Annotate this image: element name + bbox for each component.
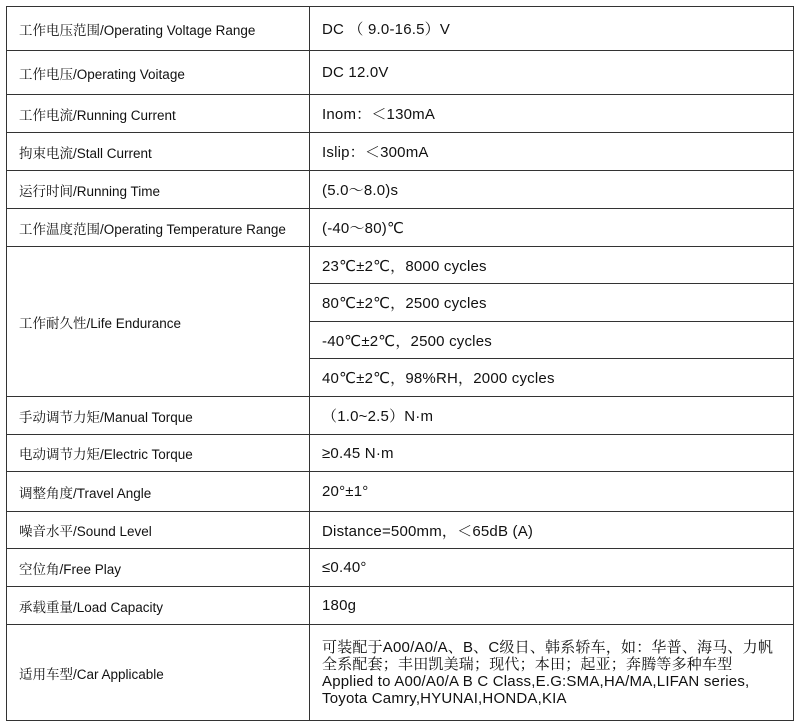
row-value: 23℃±2℃，8000 cycles xyxy=(310,247,794,284)
row-value: DC （ 9.0-16.5）V xyxy=(310,7,794,51)
row-value: 80℃±2℃，2500 cycles xyxy=(310,284,794,322)
row-value xyxy=(310,625,794,721)
table-row xyxy=(7,435,794,472)
row-label: 电动调节力矩/Electric Torque xyxy=(7,435,310,472)
row-value: ≥0.45 N·m xyxy=(310,435,794,472)
row-label: 工作电压/Operating Voitage xyxy=(7,51,310,95)
spec-table xyxy=(6,6,794,721)
car-applicable-line: Toyota Camry,HYUNAI,HONDA,KIA xyxy=(322,689,567,707)
table-row xyxy=(7,7,794,51)
table-row xyxy=(7,95,794,133)
row-value: （1.0~2.5）N·m xyxy=(310,397,794,435)
car-applicable-line: 全系配套；丰田凯美瑞；现代；本田；起亚；奔腾等多种车型 xyxy=(322,655,733,673)
table-row xyxy=(7,549,794,587)
table-row xyxy=(7,209,794,247)
row-label: 工作电流/Running Current xyxy=(7,95,310,133)
row-label: 噪音水平/Sound Level xyxy=(7,512,310,549)
table-row xyxy=(7,247,794,284)
table-row xyxy=(7,625,794,721)
row-value: Distance=500mm，＜65dB (A) xyxy=(310,512,794,549)
table-row xyxy=(7,171,794,209)
row-label: 空位角/Free Play xyxy=(7,549,310,587)
table-row xyxy=(7,587,794,625)
row-label: 手动调节力矩/Manual Torque xyxy=(7,397,310,435)
row-label: 工作温度范围/Operating Temperature Range xyxy=(7,209,310,247)
table-row xyxy=(7,133,794,171)
row-label: 适用车型/Car Applicable xyxy=(7,625,310,721)
table-row xyxy=(7,512,794,549)
row-label: 承载重量/Load Capacity xyxy=(7,587,310,625)
row-label: 调整角度/Travel Angle xyxy=(7,472,310,512)
row-value: 40℃±2℃，98%RH，2000 cycles xyxy=(310,359,794,397)
car-applicable-line: 可装配于A00/A0/A、B、C级日、韩系轿车，如：华普、海马、力帆 xyxy=(322,638,774,656)
car-applicable-line: Applied to A00/A0/A B C Class,E.G:SMA,HA/MA,LIFAN series, xyxy=(322,672,750,690)
table-row xyxy=(7,472,794,512)
row-value: -40℃±2℃，2500 cycles xyxy=(310,322,794,359)
row-value: DC 12.0V xyxy=(310,51,794,95)
row-label: 工作电压范围/Operating Voltage Range xyxy=(7,7,310,51)
row-label: 运行时间/Running Time xyxy=(7,171,310,209)
row-value: (-40～80)℃ xyxy=(310,209,794,247)
row-value: Inom：＜130mA xyxy=(310,95,794,133)
row-value: Islip：＜300mA xyxy=(310,133,794,171)
row-label: 拘束电流/Stall Current xyxy=(7,133,310,171)
row-value: 180g xyxy=(310,587,794,625)
table-row xyxy=(7,51,794,95)
row-value: (5.0～8.0)s xyxy=(310,171,794,209)
row-value: 20°±1° xyxy=(310,472,794,512)
row-value: ≤0.40° xyxy=(310,549,794,587)
table-row xyxy=(7,397,794,435)
row-label: 工作耐久性/Life Endurance xyxy=(7,247,310,397)
